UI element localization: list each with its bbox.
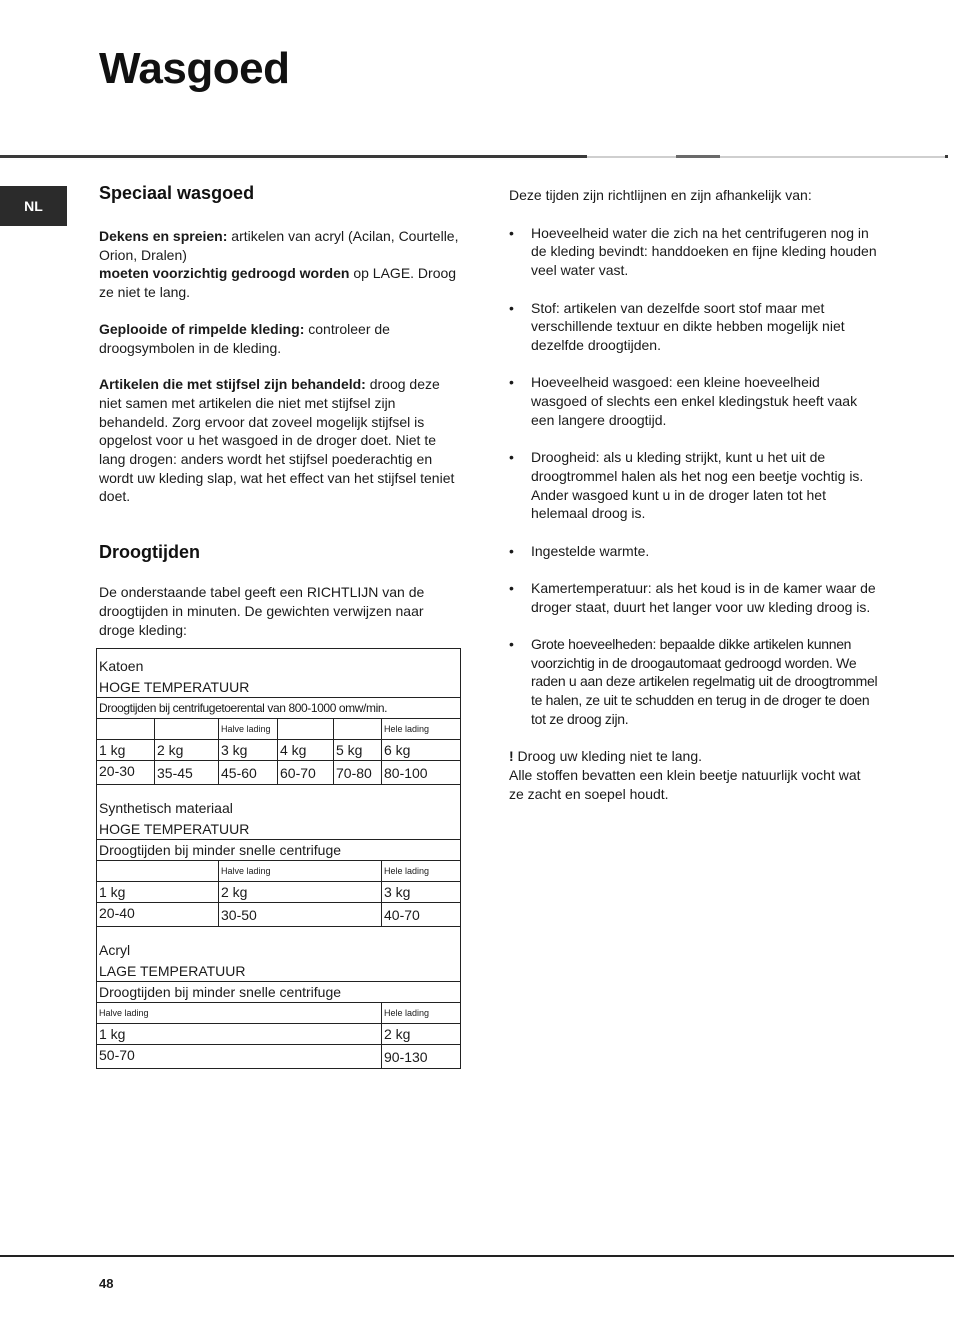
drying-times-table [96, 648, 461, 1069]
table-row [97, 1003, 461, 1024]
list-item: • Ingestelde warmte. [509, 542, 650, 559]
footer-rule [0, 1255, 954, 1257]
list-item: • Kamertemperatuur: als het koud is in de kamer waar de droger staat, duurt het langer voor uw kleding droog is. [509, 579, 876, 615]
list-item: • Droogheid: als u kleding strijkt, kunt u het uit de droogtrommel halen als het nog een beetje vochtig is. Ander wasgoed kunt u in de droger laten tot het helemaal droog is. [509, 449, 864, 522]
list-item: • Grote hoeveelheden: bepaalde dikke artikelen kunnen voorzichtig in de droogautomaat gedroogd worden. We raden u aan deze artikelen regelmatig uit de droogtrommel te halen, ze uit te schudden en terug in de droger te doen tot ze droog zijn. [509, 636, 878, 727]
table-row [97, 927, 461, 982]
paragraph-table-intro: De onderstaande tabel geeft een RICHTLIJN van de droogtijden in minuten. De gewichten verwijzen naar droge kleding: [99, 584, 425, 638]
table-row: 1 kg 2 kg [97, 1024, 461, 1045]
factors-list [509, 224, 879, 729]
language-tab: NL [0, 186, 67, 226]
table-row [97, 982, 461, 1003]
full-load-label: Hele lading [382, 1003, 461, 1024]
header-rule-accent [676, 155, 720, 158]
table-row [97, 649, 461, 698]
header-rule-light [587, 156, 676, 158]
table-row [97, 698, 461, 719]
warning-note: ! Droog uw kleding niet te lang. Alle stoffen bevatten een klein beetje natuurlijk vocht wat ze zacht en soepel houdt. [509, 748, 861, 802]
warning-icon: ! [509, 748, 514, 765]
page-number: 48 [99, 1276, 114, 1291]
half-load-label: Halve lading [219, 861, 382, 882]
section-heading-special: Speciaal wasgoed [99, 183, 255, 203]
temperature-label: LAGE TEMPERATUUR [99, 963, 246, 979]
fabric-name-cotton: Katoen [99, 658, 144, 674]
right-column [509, 186, 879, 803]
table-row: 20-40 30-50 40-70 [97, 903, 461, 927]
table-row: 1 kg 2 kg 3 kg [97, 882, 461, 903]
paragraph-starch: Artikelen die met stijfsel zijn behandeld: droog deze niet samen met artikelen die niet met stijfsel zijn behandeld. Zorg ervoor dat zoveel mogelijk stijfsel is opgelost voor u het wasgoed in de droger doet. Niet te lang drogen: anders wordt het stijfsel poederachtig en wordt uw kleding slap, wat het effect van het stijfsel teniet doet. [99, 376, 455, 505]
full-load-label: Hele lading [382, 719, 461, 740]
spin-speed-note: Droogtijden bij centrifugetoerental van 800-1000 omw/min. [97, 698, 461, 719]
table-row [97, 785, 461, 840]
table-row: 1 kg 2 kg 3 kg 4 kg 5 kg 6 kg [97, 740, 461, 761]
temperature-label: HOGE TEMPERATUUR [99, 821, 250, 837]
half-load-label: Halve lading [97, 1003, 382, 1024]
list-item: • Hoeveelheid water die zich na het centrifugeren nog in de kleding bevindt: handdoeken en fijne kleding houden veel water vast. [509, 224, 877, 279]
list-item: • Stof: artikelen van dezelfde soort stof maar met verschillende textuur en dikte hebben mogelijk niet dezelfde droogtijden. [509, 299, 845, 353]
table-row [97, 861, 461, 882]
spin-speed-note: Droogtijden bij minder snelle centrifuge [97, 840, 461, 861]
table-row [97, 719, 461, 740]
header-rule-dot [945, 155, 948, 158]
fabric-name-synthetic: Synthetisch materiaal [99, 800, 233, 816]
spin-speed-note: Droogtijden bij minder snelle centrifuge [97, 982, 461, 1003]
header-rule-light-end [720, 156, 945, 158]
page-title: Wasgoed [99, 44, 290, 93]
paragraph-pleated: Geplooide of rimpelde kleding: controleer de droogsymbolen in de kleding. [99, 320, 390, 356]
half-load-label: Halve lading [219, 719, 278, 740]
full-load-label: Hele lading [382, 861, 461, 882]
header-rule [0, 155, 587, 158]
factors-intro: Deze tijden zijn richtlijnen en zijn afhankelijk van: [509, 187, 812, 203]
paragraph-blankets: Dekens en spreien: artikelen van acryl (Acilan, Courtelle, Orion, Dralen) moeten voorzichtig gedroogd worden op LAGE. Droog ze niet te lang. [99, 228, 459, 301]
left-column [99, 183, 461, 639]
table-row: 20-30 35-45 45-60 60-70 70-80 80-100 [97, 761, 461, 785]
temperature-label: HOGE TEMPERATUUR [99, 679, 250, 695]
section-heading-drying-times: Droogtijden [99, 542, 200, 563]
fabric-name-acrylic: Acryl [99, 942, 131, 958]
table-row: 50-70 90-130 [97, 1045, 461, 1069]
table-row [97, 840, 461, 861]
list-item: • Hoeveelheid wasgoed: een kleine hoeveelheid wasgoed of slechts een enkel kledingstuk heeft vaak een langere droogtijd. [509, 374, 858, 428]
